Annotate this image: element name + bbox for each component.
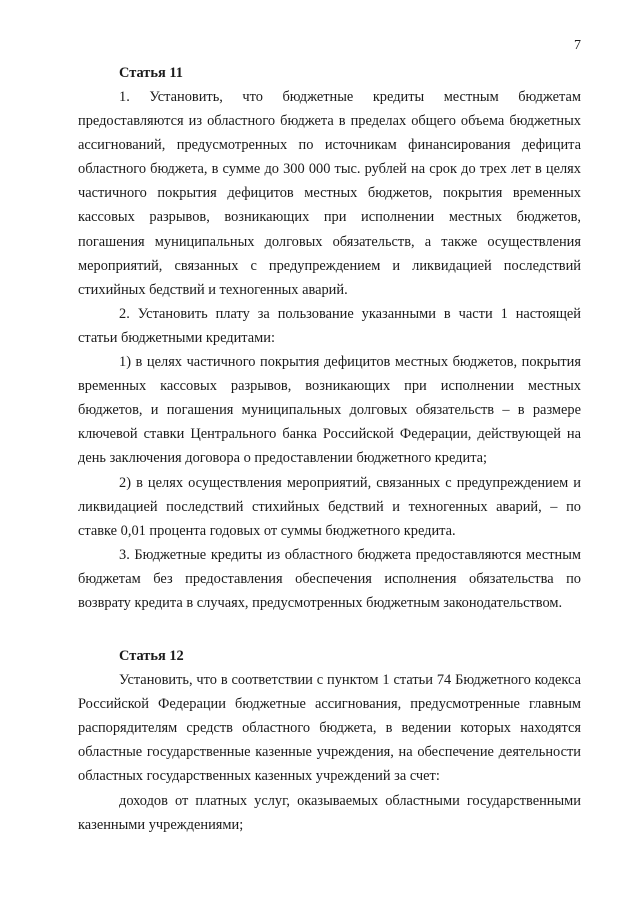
paragraph: 3. Бюджетные кредиты из областного бюджета предоставляются местным бюджетам без предоставления обеспечения исполнения обязательства по возврату кредита в случаях, предусмотренных бюджетным законодательством. bbox=[78, 546, 581, 611]
article-heading: Статья 11 bbox=[119, 65, 183, 81]
paragraph: 2. Установить плату за пользование указанными в части 1 настоящей статьи бюджетными кредитами: bbox=[78, 305, 581, 346]
paragraph: доходов от платных услуг, оказываемых областными государственными казенными учреждениями; bbox=[78, 792, 581, 833]
document-body bbox=[78, 61, 581, 837]
article-heading: Статья 12 bbox=[119, 648, 184, 665]
article-11 bbox=[78, 61, 581, 615]
article-12 bbox=[78, 644, 581, 837]
paragraph: Установить, что в соответствии с пунктом 1 статьи 74 Бюджетного кодекса Российской Федерации бюджетные ассигнования, предусмотренные главным распорядителям средств областного бюджета, в ведении которых находятся областные государственные казенные учреждения, на обеспечение деятельности областных государственных казенных учреждений за счет: bbox=[78, 672, 581, 785]
paragraph: 1. Установить, что бюджетные кредиты местным бюджетам предоставляются из областного бюджета в пределах общего объема бюджетных ассигнований, предусмотренных по источникам финансирования дефицита областного бюджета, в сумме до 300 000 тыс. рублей на срок до трех лет в целях частичного покрытия дефицитов местных бюджетов, покрытия временных кассовых разрывов, возникающих при исполнении местных бюджетов, погашения муниципальных долговых обязательств, а также осуществления мероприятий, связанных с предупреждением и ликвидацией последствий стихийных бедствий и техногенных аварий. bbox=[78, 89, 581, 298]
paragraph: 2) в целях осуществления мероприятий, связанных с предупреждением и ликвидацией последствий стихийных бедствий и техногенных аварий, – по ставке 0,01 процента годовых от суммы бюджетного кредита. bbox=[78, 474, 581, 539]
page-number: 7 bbox=[574, 38, 581, 53]
paragraph: 1) в целях частичного покрытия дефицитов местных бюджетов, покрытия временных кассовых разрывов, возникающих при исполнении местных бюджетов, и погашения муниципальных долговых обязательств – в размере ключевой ставки Центрального банка Российской Федерации, действующей на день заключения договора о предоставлении бюджетного кредита; bbox=[78, 354, 581, 467]
article-spacer bbox=[78, 615, 581, 644]
